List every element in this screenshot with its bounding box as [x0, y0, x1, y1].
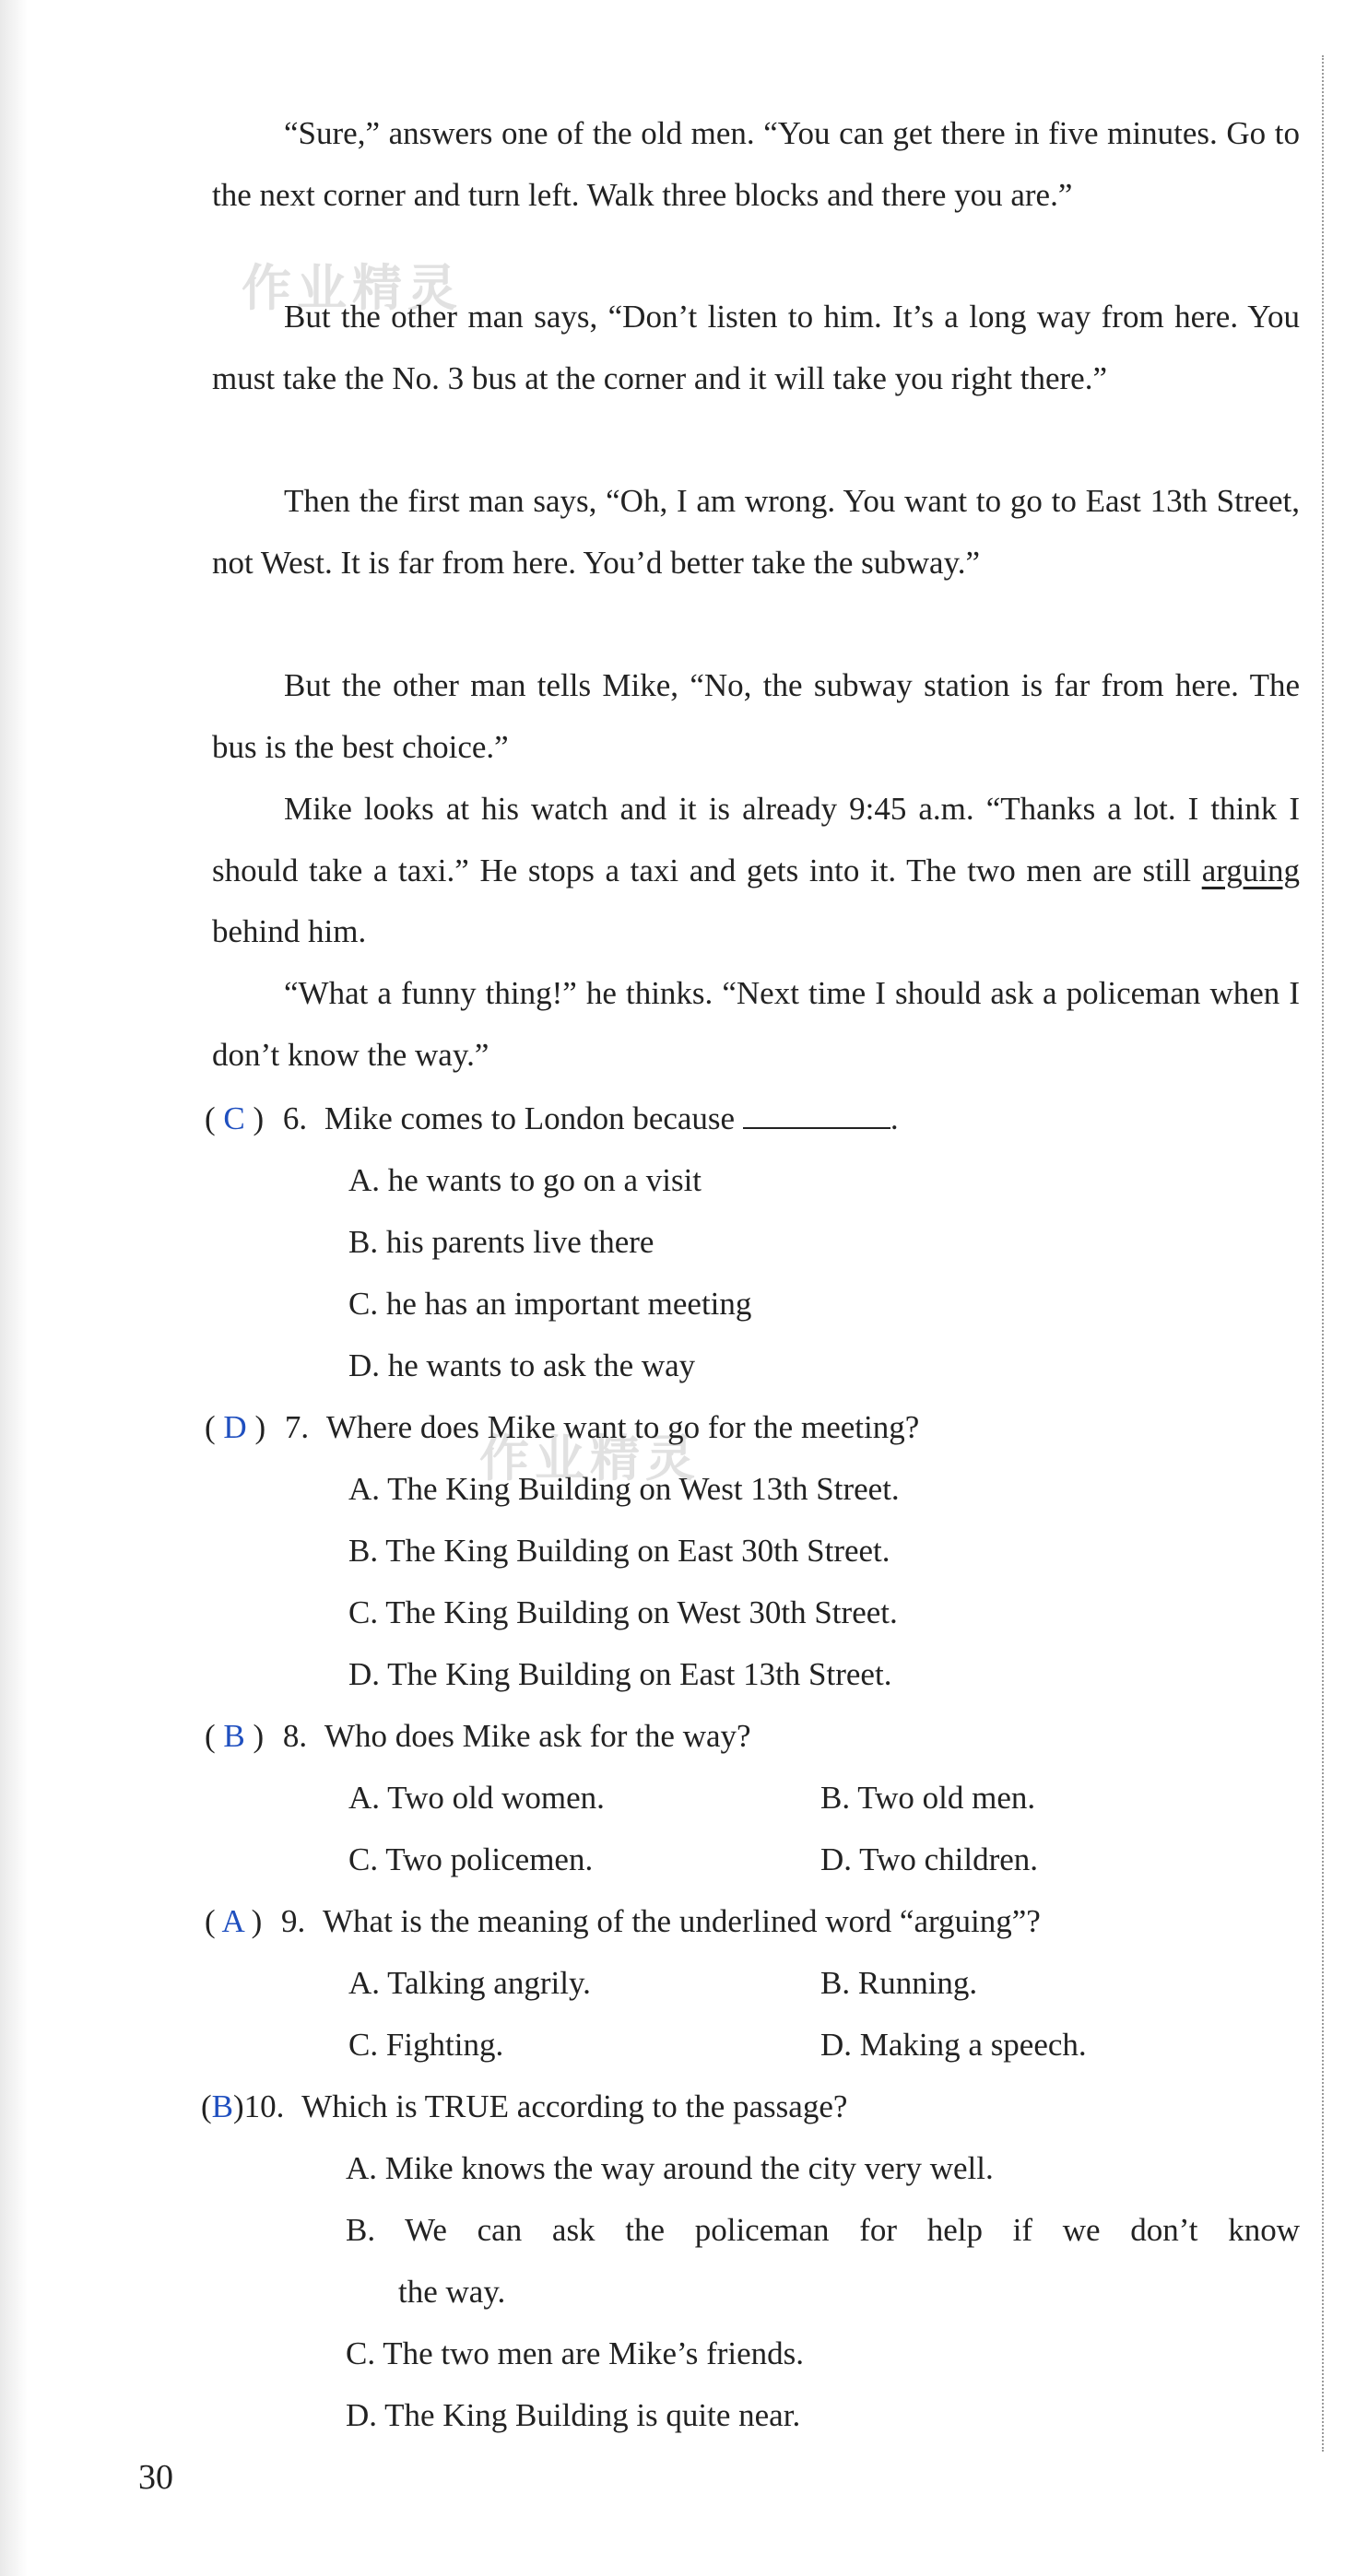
answer-paren-open: (: [205, 1100, 216, 1136]
answer-paren-open: (: [201, 2088, 212, 2124]
question-stem: Mike comes to London because: [324, 1100, 736, 1136]
p5-text-before: Mike looks at his watch and it is already 9:45 a.m. “Thanks a lot. I think I should take a taxi.” He stops a taxi and gets into it. The two men are still: [212, 791, 1300, 888]
blank-period: .: [890, 1100, 899, 1136]
q8-option-b: B. Two old men.: [820, 1780, 1036, 1816]
q7-option-b: B. The King Building on East 30th Street.: [348, 1533, 890, 1569]
passage-paragraph-4: But the other man tells Mike, “No, the subway station is far from here. The bus is the best choice.”: [212, 667, 1300, 765]
answer-paren-close: ): [254, 1409, 266, 1445]
question-number: 10.: [243, 2088, 285, 2124]
q9-option-d: D. Making a speech.: [820, 2027, 1087, 2063]
answer-10: B: [211, 2088, 234, 2124]
answer-paren-close: ): [253, 1100, 265, 1136]
answer-blank: [743, 1101, 890, 1129]
watermark-top: 作业精灵: [242, 259, 463, 317]
q6-option-c: C. he has an important meeting: [348, 1286, 752, 1322]
answer-9: A: [221, 1903, 243, 1939]
question-stem: What is the meaning of the underlined word “arguing”?: [323, 1903, 1041, 1939]
question-8: [205, 1718, 751, 1755]
question-9: [205, 1903, 1041, 1940]
answer-8: B: [223, 1718, 245, 1754]
page-gutter-shadow: [0, 0, 28, 2576]
question-stem: Which is TRUE according to the passage?: [301, 2088, 848, 2124]
q7-option-d: D. The King Building on East 13th Street.: [348, 1656, 892, 1692]
q8-option-a: A. Two old women.: [348, 1780, 605, 1816]
q9-option-c: C. Fighting.: [348, 2027, 504, 2063]
q6-option-d: D. he wants to ask the way: [348, 1347, 696, 1383]
question-stem: Where does Mike want to go for the meeting?: [325, 1409, 920, 1445]
question-number: 7.: [284, 1409, 310, 1445]
q6-option-b: B. his parents live there: [348, 1224, 654, 1260]
q9-option-b: B. Running.: [820, 1965, 978, 2001]
margin-dotted-rule: [1322, 55, 1324, 2452]
q6-option-a: A. he wants to go on a visit: [348, 1162, 702, 1198]
q10-option-b-continued: the way.: [398, 2274, 506, 2310]
question-number: 6.: [282, 1100, 308, 1136]
answer-paren-close: ): [251, 1903, 263, 1939]
question-10: [201, 2088, 847, 2125]
q7-option-a: A. The King Building on West 13th Street.: [348, 1471, 900, 1507]
answer-paren-close: ): [253, 1718, 265, 1754]
q8-option-d: D. Two children.: [820, 1841, 1039, 1877]
q9-option-a: A. Talking angrily.: [348, 1965, 591, 2001]
answer-7: D: [223, 1409, 247, 1445]
answer-paren-open: (: [205, 1409, 216, 1445]
underlined-word-arguing: arguing: [1201, 852, 1300, 888]
passage-paragraph-6: “What a funny thing!” he thinks. “Next time I should ask a policeman when I don’t know the way.”: [212, 975, 1300, 1073]
q10-option-b: B. We can ask the policeman for help if we don’t know: [346, 2212, 1300, 2248]
question-6: [205, 1100, 899, 1137]
q8-option-c: C. Two policemen.: [348, 1841, 594, 1877]
answer-paren-close: ): [233, 2088, 244, 2124]
question-number: 9.: [281, 1903, 306, 1939]
passage-paragraph-2: But the other man says, “Don’t listen to him. It’s a long way from here. You must take the No. 3 bus at the corner and it will take you right there.”: [212, 299, 1300, 396]
q10-option-c: C. The two men are Mike’s friends.: [346, 2335, 805, 2371]
page-number: 30: [138, 2458, 173, 2497]
answer-paren-open: (: [205, 1903, 216, 1939]
question-stem: Who does Mike ask for the way?: [324, 1718, 751, 1754]
answer-6: C: [223, 1100, 245, 1136]
passage-paragraph-3: Then the first man says, “Oh, I am wrong. You want to go to East 13th Street, not West. It is far from here. You’d better take the subway.”: [212, 483, 1300, 581]
question-7: [205, 1409, 919, 1446]
q10-option-d: D. The King Building is quite near.: [346, 2397, 801, 2433]
passage-paragraph-1: “Sure,” answers one of the old men. “You can get there in five minutes. Go to the next corner and turn left. Walk three blocks and there you are.”: [212, 115, 1300, 213]
passage-paragraph-5: [212, 779, 1300, 963]
q7-option-c: C. The King Building on West 30th Street.: [348, 1594, 898, 1630]
watermark-middle: 作业精灵: [479, 1429, 701, 1488]
q10-option-a: A. Mike knows the way around the city very well.: [346, 2150, 994, 2186]
answer-paren-open: (: [205, 1718, 216, 1754]
p5-text-after: behind him.: [212, 913, 367, 949]
question-number: 8.: [282, 1718, 308, 1754]
